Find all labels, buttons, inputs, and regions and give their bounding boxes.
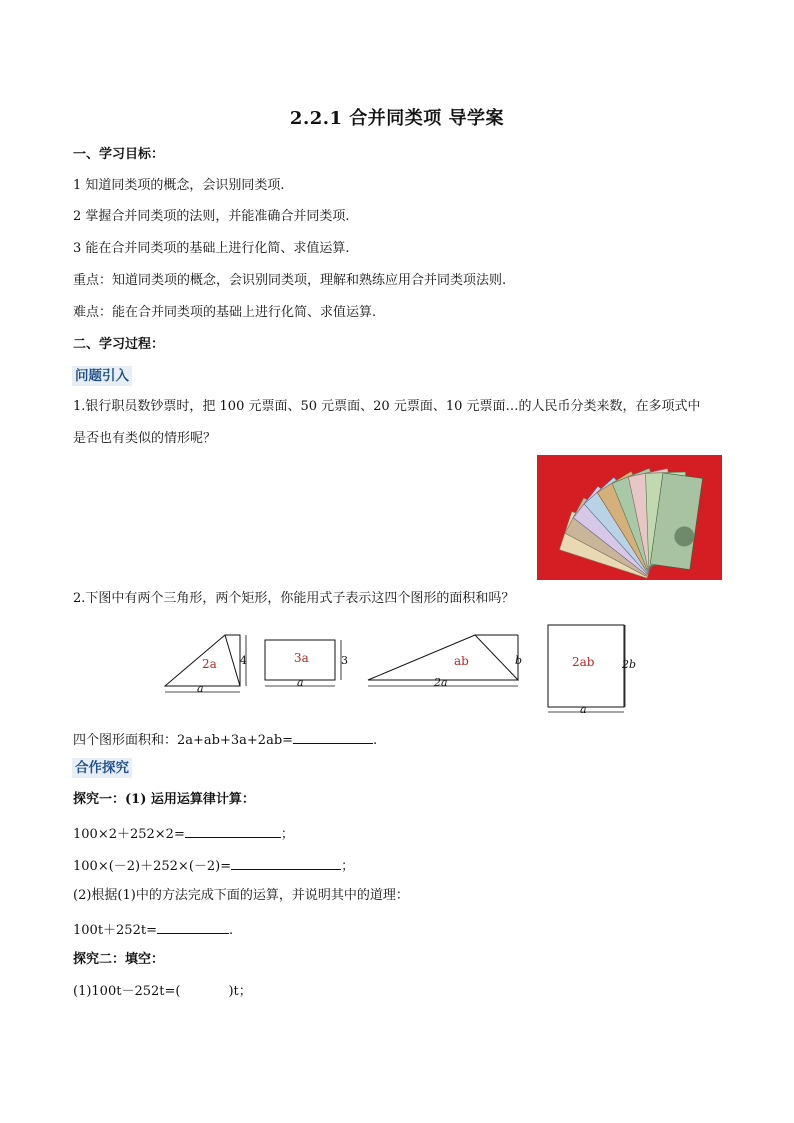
explore-1-item-b (73, 855, 354, 876)
figure2-base-label: a (297, 676, 304, 689)
tag-problem-intro: 问题引入 (72, 366, 132, 386)
figure-rectangle-2ab (548, 625, 636, 716)
question-1-line-2: 是否也有类似的情形呢？ (73, 431, 217, 446)
figure3-side-label: b (515, 654, 523, 667)
explore-1-item-c (73, 919, 233, 940)
difficulty: 难点：能在合并同类项的基础上进行化简、求值运算. (73, 305, 377, 320)
area-sum-prefix: 四个图形面积和：2a+ab+3a+2ab= (73, 733, 294, 748)
figure3-area-label: ab (454, 654, 469, 668)
explore-1-item-a-end: ； (280, 827, 294, 842)
figure-triangle-2a (165, 635, 247, 695)
explore-1-item-a (73, 823, 294, 844)
area-figures (160, 618, 640, 718)
goal-item-1: 1 知道同类项的概念，会识别同类项. (73, 178, 285, 193)
explore-2-item-a-prefix: (1)100t－252t=( (73, 984, 181, 999)
explore-2-heading: 探究二：填空： (73, 952, 165, 967)
area-sum-suffix: . (373, 733, 378, 748)
page-title: 2.2.1 合并同类项 导学案 (289, 108, 505, 129)
question-2: 2.下图中有两个三角形，两个矩形，你能用式子表示这四个图形的面积和吗？ (73, 591, 515, 606)
explore-1-item-c-blank[interactable] (157, 919, 229, 934)
section-heading-process: 二、学习过程： (73, 337, 165, 352)
figure1-side-label: 4 (240, 654, 247, 667)
banknotes-photo (537, 455, 722, 580)
figure4-base-label: a (580, 703, 587, 716)
explore-1-item-b-end: ； (341, 859, 355, 874)
explore-2-item-a (73, 983, 252, 1001)
key-point: 重点：知道同类项的概念，会识别同类项，理解和熟练应用合并同类项法则. (73, 273, 507, 288)
explore-1-heading: 探究一：(1) 运用运算律计算： (73, 792, 255, 807)
explore-1-item-a-blank[interactable] (185, 823, 281, 838)
explore-1-item-b-text: 100×(－2)＋252×(－2)= (73, 859, 232, 874)
figure-rectangle-3a (265, 640, 348, 689)
explore-1-item-b-blank[interactable] (231, 855, 341, 870)
figure-triangle-ab (368, 635, 522, 689)
figure4-area-label: 2ab (572, 655, 595, 669)
figure2-area-label: 3a (294, 651, 309, 665)
question-1-line-1: 1.银行职员数钞票时，把 100 元票面、50 元票面、20 元票面、10 元票面…的人民币分类来数，在多项式中 (73, 399, 701, 414)
area-sum-line (73, 729, 377, 750)
figure1-area-label: 2a (202, 657, 217, 671)
area-sum-blank[interactable] (293, 729, 373, 744)
explore-1-item-a-text: 100×2＋252×2= (73, 827, 185, 842)
figure1-base-label: a (197, 682, 204, 695)
explore-1-item-c-text: 100t＋252t= (73, 923, 157, 938)
figure4-side-label: 2b (622, 658, 637, 671)
tag-cooperative-inquiry: 合作探究 (72, 758, 132, 778)
goal-item-3: 3 能在合并同类项的基础上进行化简、求值运算. (73, 241, 350, 256)
figure3-base-label: 2a (434, 676, 448, 689)
explore-1-item-c-end: . (228, 923, 234, 938)
explore-2-item-a-suffix: )t； (228, 984, 252, 999)
explore-1-part-2: (2)根据(1)中的方法完成下面的运算，并说明其中的道理： (73, 888, 409, 903)
goal-item-2: 2 掌握合并同类项的法则，并能准确合并同类项. (73, 209, 350, 224)
figure2-side-label: 3 (341, 654, 348, 667)
section-heading-goals: 一、学习目标： (73, 147, 165, 162)
